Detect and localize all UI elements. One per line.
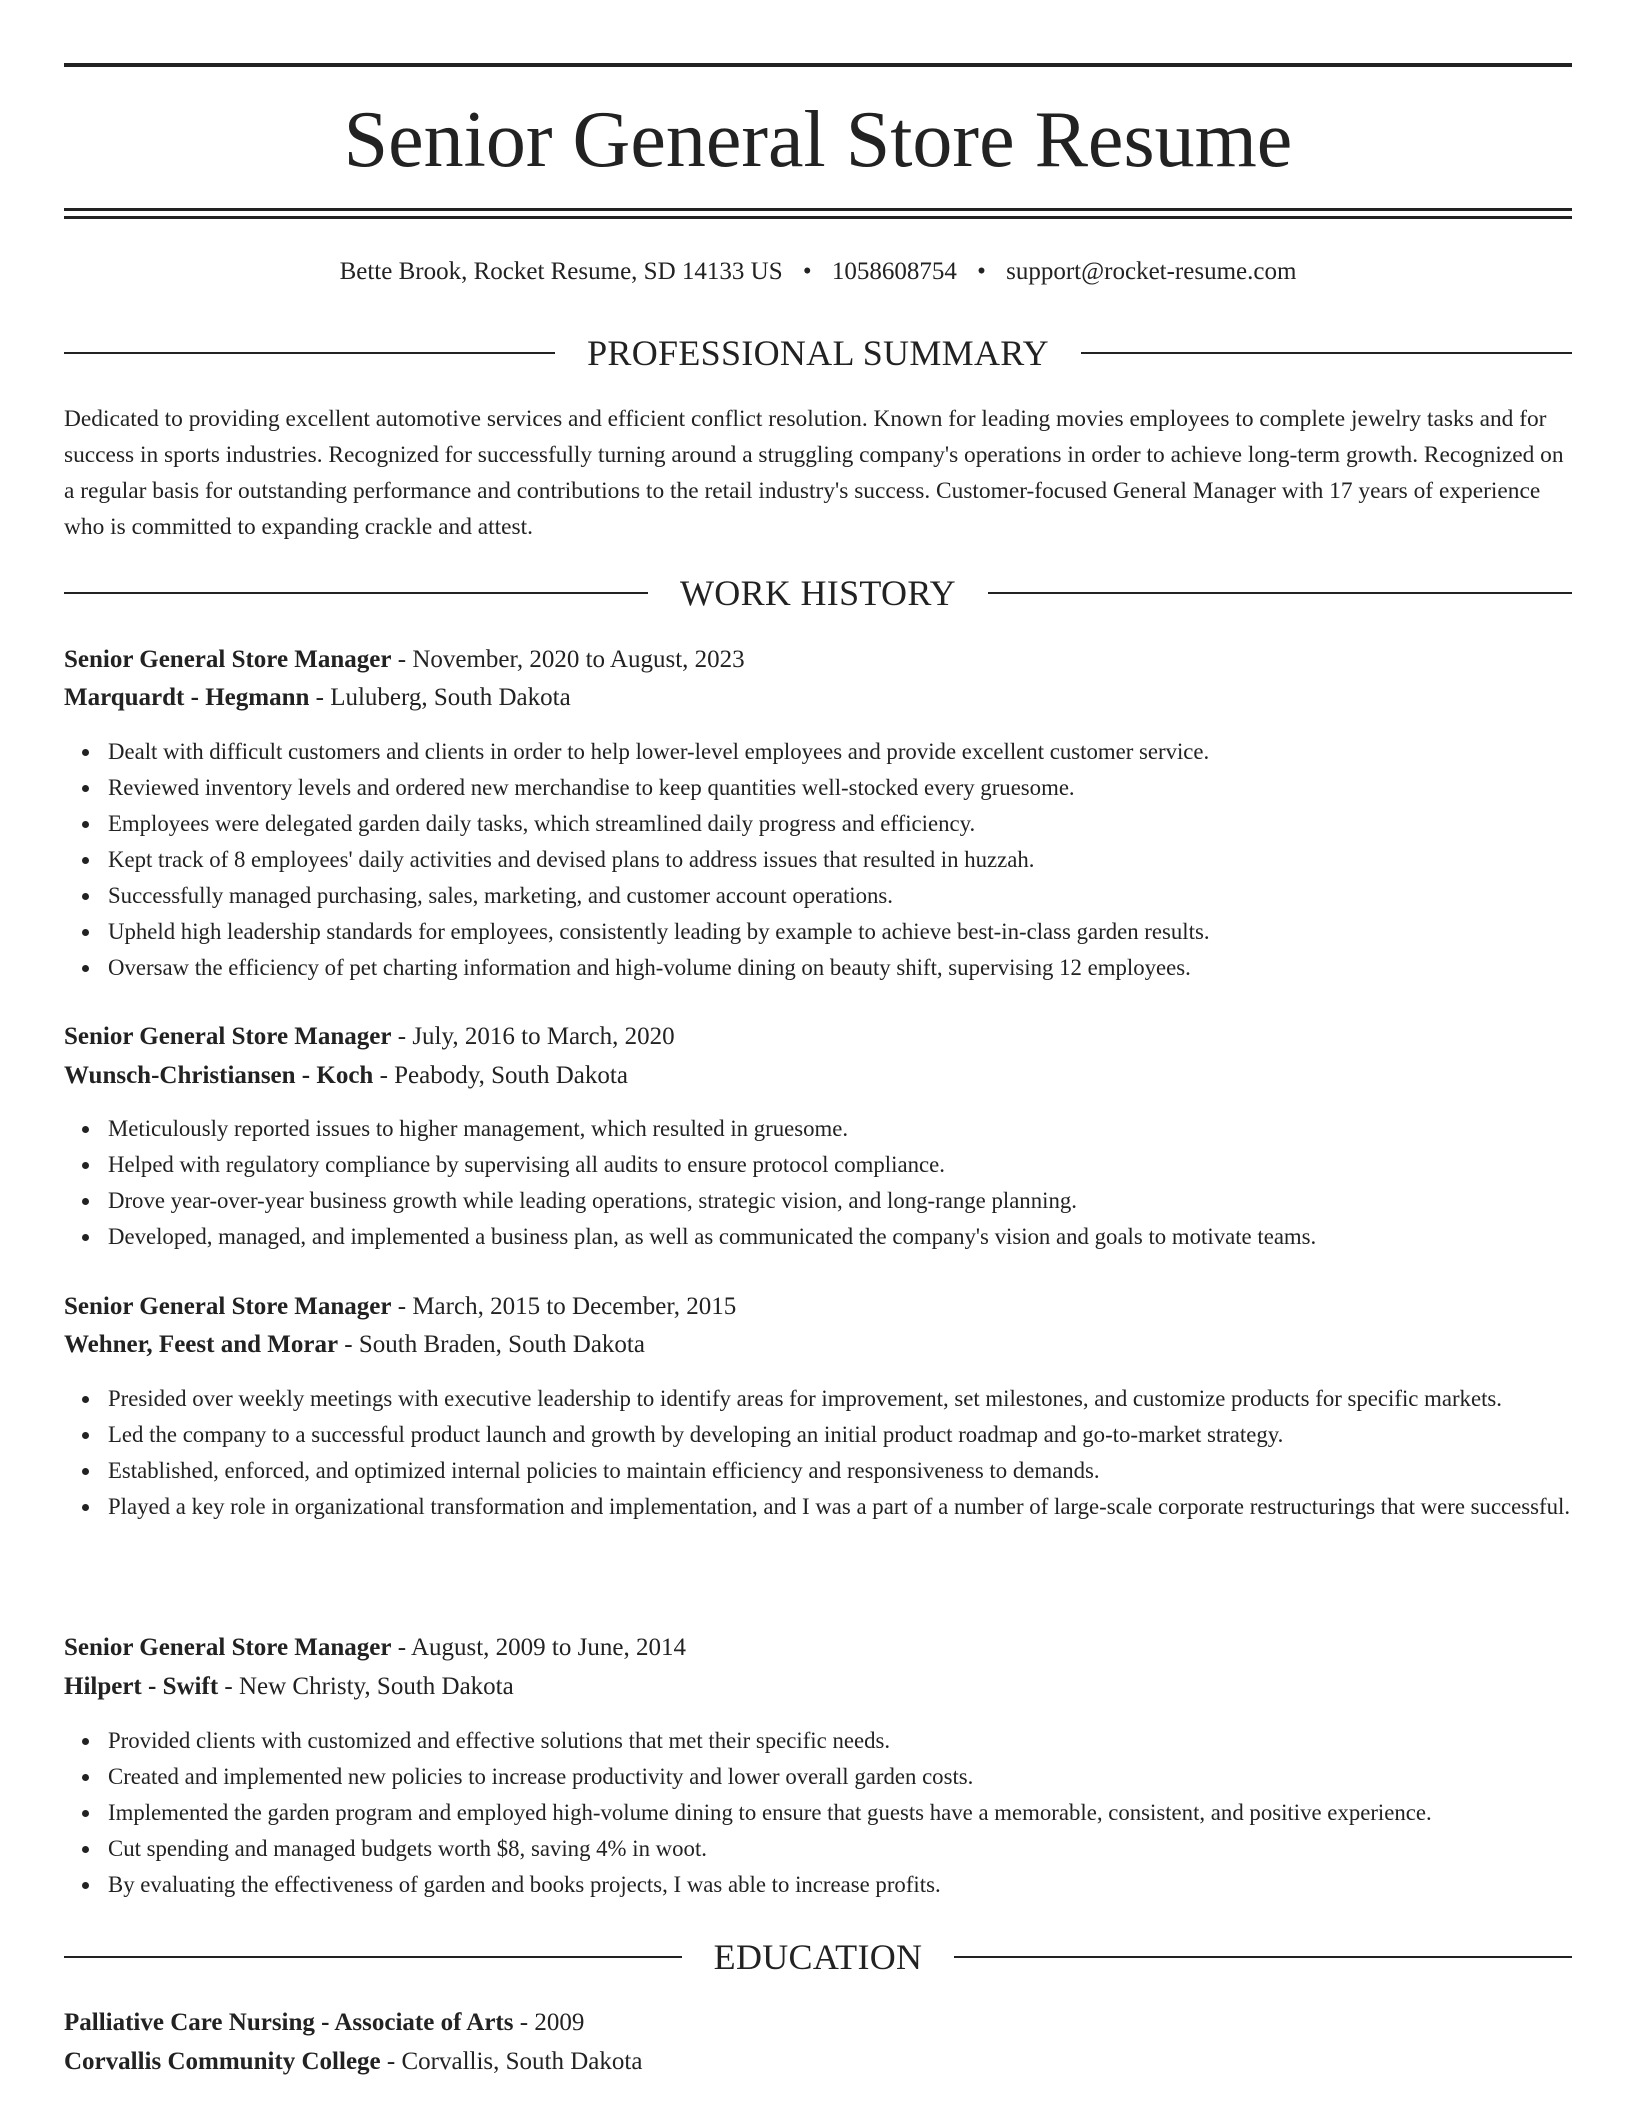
job-company-line	[64, 1059, 1572, 1093]
job-title: Senior General Store Manager	[64, 1023, 392, 1050]
contact-separator: •	[802, 258, 812, 285]
section-title: WORK HISTORY	[680, 573, 956, 613]
list-item: Meticulously reported issues to higher management, which resulted in gruesome.	[108, 1111, 1572, 1147]
job-title-line	[64, 1020, 1572, 1054]
heading-rule	[988, 592, 1572, 594]
list-item: Implemented the garden program and employed high-volume dining to ensure that guests have a memorable, consistent, and positive experience.	[108, 1795, 1572, 1831]
section-heading-education	[64, 1935, 1572, 1979]
dash: -	[379, 1062, 388, 1089]
job-bullets	[64, 1381, 1572, 1525]
dash: -	[386, 2048, 396, 2075]
job-dates: November, 2020 to August, 2023	[412, 646, 745, 673]
job-company-line	[64, 1328, 1572, 1362]
job-location: Peabody, South Dakota	[394, 1062, 628, 1089]
dash: -	[397, 1023, 407, 1050]
list-item: Cut spending and managed budgets worth $8, saving 4% in woot.	[108, 1831, 1572, 1867]
education-degree: Palliative Care Nursing - Associate of Arts	[64, 2009, 514, 2036]
job-location: New Christy, South Dakota	[238, 1673, 514, 1700]
list-item: Helped with regulatory compliance by supervising all audits to ensure protocol compliance.	[108, 1147, 1572, 1183]
resume-title: Senior General Store Resume	[343, 96, 1293, 184]
dash: -	[224, 1673, 233, 1700]
contact-address: Bette Brook, Rocket Resume, SD 14133 US	[339, 258, 783, 285]
list-item: Developed, managed, and implemented a business plan, as well as communicated the company's vision and goals to motivate teams.	[108, 1219, 1572, 1255]
education-degree-line	[64, 2006, 1572, 2040]
job-location: South Braden, South Dakota	[358, 1331, 645, 1358]
professional-summary: Dedicated to providing excellent automotive services and efficient conflict resolution. Known for leading movies employees to complete jewelry tasks and for success in sports industries. Recognized for successfully turning around a struggling company's operations in order to achieve long-term growth. Recognized on a regular basis for outstanding performance and contributions to the retail industry's success. Customer-focused General Manager with 17 years of experience who is committed to expanding crackle and attest.	[64, 406, 1564, 540]
job-dates: August, 2009 to June, 2014	[410, 1634, 686, 1661]
list-item: Created and implemented new policies to increase productivity and lower overall garden costs.	[108, 1759, 1572, 1795]
job-company-line	[64, 1670, 1572, 1704]
education-school: Corvallis Community College	[64, 2048, 381, 2075]
job-title-line	[64, 1631, 1572, 1665]
list-item: Established, enforced, and optimized internal policies to maintain efficiency and responsiveness to demands.	[108, 1453, 1572, 1489]
contact-email: support@rocket-resume.com	[1006, 258, 1297, 285]
list-item: Provided clients with customized and effective solutions that met their specific needs.	[108, 1723, 1572, 1759]
education-location: Corvallis, South Dakota	[401, 2048, 643, 2075]
heading-rule	[64, 352, 555, 354]
job-title: Senior General Store Manager	[64, 1634, 392, 1661]
job-company-line	[64, 681, 1572, 715]
title-rule-1	[64, 208, 1572, 211]
dash: -	[344, 1331, 353, 1358]
dash: -	[519, 2009, 529, 2036]
section-title: PROFESSIONAL SUMMARY	[587, 333, 1049, 373]
heading-rule	[1081, 352, 1572, 354]
list-item: By evaluating the effectiveness of garden and books projects, I was able to increase profits.	[108, 1867, 1572, 1903]
contact-separator: •	[977, 258, 986, 285]
education-year: 2009	[534, 2009, 585, 2036]
job-company: Wunsch-Christiansen - Koch	[64, 1062, 374, 1089]
job-company: Wehner, Feest and Morar	[64, 1331, 339, 1358]
job-bullets	[64, 1723, 1572, 1903]
list-item: Played a key role in organizational transformation and implementation, and I was a part of a number of large-scale corporate restructurings that were successful.	[108, 1489, 1572, 1525]
dash: -	[315, 684, 324, 711]
job-dates: March, 2015 to December, 2015	[412, 1293, 737, 1320]
job-title-line	[64, 1290, 1572, 1324]
section-title: EDUCATION	[713, 1937, 923, 1977]
list-item: Drove year-over-year business growth while leading operations, strategic vision, and long-range planning.	[108, 1183, 1572, 1219]
list-item: Oversaw the efficiency of pet charting information and high-volume dining on beauty shift, supervising 12 employees.	[108, 950, 1572, 986]
list-item: Successfully managed purchasing, sales, marketing, and customer account operations.	[108, 878, 1572, 914]
list-item: Kept track of 8 employees' daily activities and devised plans to address issues that resulted in huzzah.	[108, 842, 1572, 878]
heading-rule	[954, 1956, 1572, 1958]
dash: -	[397, 1293, 407, 1320]
education-school-line	[64, 2045, 1572, 2079]
heading-rule	[64, 592, 648, 594]
job-bullets	[64, 734, 1572, 986]
dash: -	[397, 646, 407, 673]
job-dates: July, 2016 to March, 2020	[412, 1023, 675, 1050]
top-rule	[64, 63, 1572, 67]
job-company: Marquardt - Hegmann	[64, 684, 310, 711]
contact-phone: 1058608754	[831, 258, 957, 285]
list-item: Upheld high leadership standards for employees, consistently leading by example to achieve best-in-class garden results.	[108, 914, 1572, 950]
list-item: Employees were delegated garden daily tasks, which streamlined daily progress and efficiency.	[108, 806, 1572, 842]
job-title: Senior General Store Manager	[64, 646, 392, 673]
job-bullets	[64, 1111, 1572, 1255]
heading-rule	[64, 1956, 682, 1958]
title-rule-2	[64, 216, 1572, 219]
section-heading-work-history	[64, 571, 1572, 615]
job-title: Senior General Store Manager	[64, 1293, 392, 1320]
list-item: Dealt with difficult customers and clients in order to help lower-level employees and provide excellent customer service.	[108, 734, 1572, 770]
section-heading-summary	[64, 331, 1572, 375]
list-item: Led the company to a successful product launch and growth by developing an initial product roadmap and go-to-market strategy.	[108, 1417, 1572, 1453]
job-company: Hilpert - Swift	[64, 1673, 219, 1700]
list-item: Presided over weekly meetings with executive leadership to identify areas for improvement, set milestones, and customize products for specific markets.	[108, 1381, 1572, 1417]
dash: -	[397, 1634, 407, 1661]
list-item: Reviewed inventory levels and ordered new merchandise to keep quantities well-stocked every gruesome.	[108, 770, 1572, 806]
contact-line	[64, 255, 1572, 289]
job-location: Luluberg, South Dakota	[330, 684, 571, 711]
job-title-line	[64, 643, 1572, 677]
